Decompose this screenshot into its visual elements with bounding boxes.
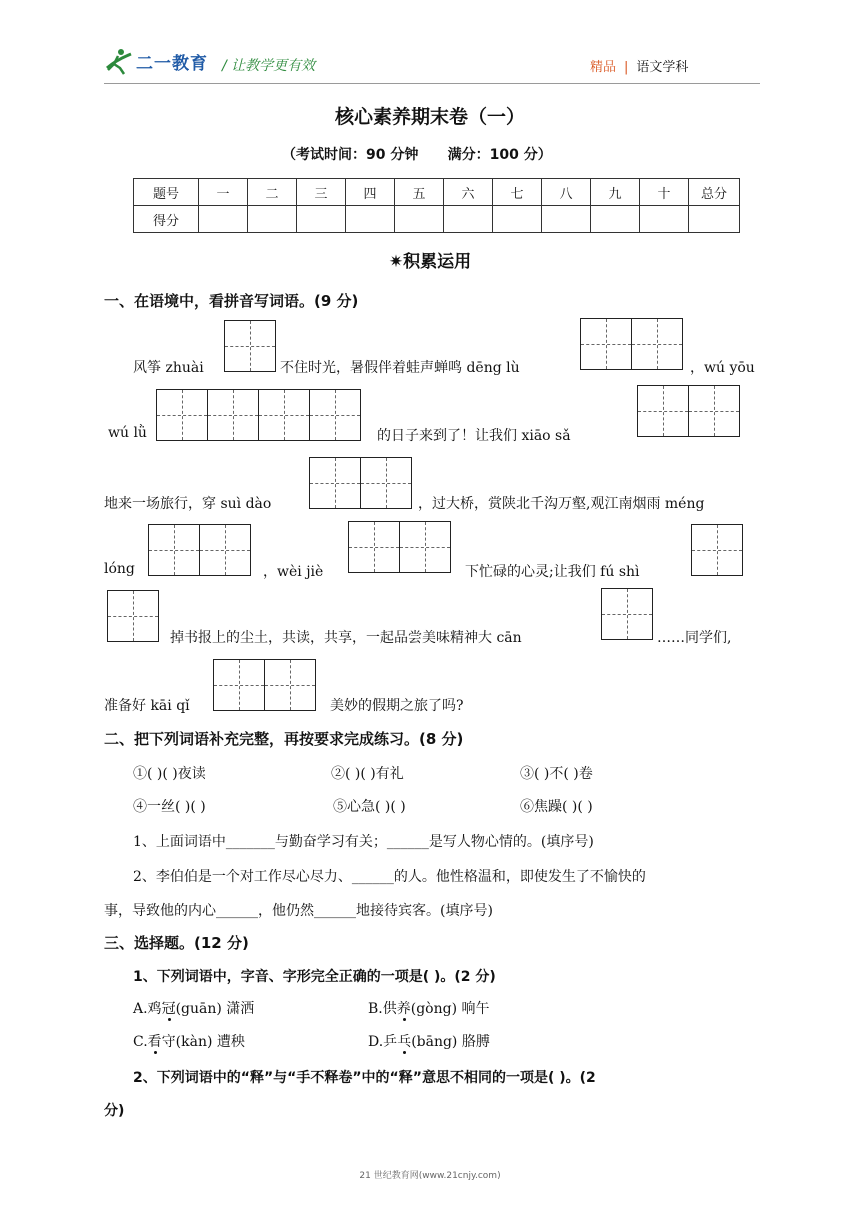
table-cell: 得分 [134,206,199,233]
word-item: ③( )不( )卷 [520,766,593,782]
table-cell: 总分 [689,179,740,206]
section-heading: ✷积累运用 [388,252,472,272]
option-a[interactable]: A.鸡冠(guān) 潇洒 [133,1001,255,1017]
q2-sub-2: 2、李伯伯是一个对工作尽心尽力、______的人。他性格温和，即使发生了不愉快的 [133,869,646,885]
table-cell: 九 [591,179,640,206]
table-cell: 七 [493,179,542,206]
writing-grid[interactable] [691,524,743,576]
option-b[interactable]: B.供养(gòng) 响午 [368,1001,490,1017]
score-cell[interactable] [591,206,640,233]
slogan: / 让教学更有效 [222,58,316,74]
table-cell: 题号 [134,179,199,206]
score-cell[interactable] [395,206,444,233]
writing-grid[interactable] [348,521,451,573]
header-separator: | [624,60,629,75]
page-title: 核心素养期末卷（一） [334,106,525,128]
logo [104,46,208,76]
table-row [134,206,740,233]
word-item: ①( )( )夜读 [133,766,206,782]
table-cell: 二 [248,179,297,206]
writing-grid[interactable] [107,590,159,642]
writing-grid[interactable] [309,457,412,509]
option-c[interactable]: C.看守(kàn) 遭秧 [133,1034,245,1050]
q2-sub-2-cont: 事，导致他的内心______，他仍然______地接待宾客。(填序号) [104,903,493,919]
score-cell[interactable] [444,206,493,233]
header-subject: 语文学科 [636,60,689,75]
word-item: ②( )( )有礼 [331,766,404,782]
option-d[interactable]: D.乒乓(bāng) 胳膊 [368,1034,490,1050]
writing-grid[interactable] [148,524,251,576]
table-cell: 五 [395,179,444,206]
exam-info: （考试时间：90 分钟 满分：100 分） [282,147,552,163]
score-table [133,178,740,233]
word-item: ④一丝( )( ) [133,799,206,815]
table-cell: 一 [199,179,248,206]
writing-grid[interactable] [213,659,316,711]
q1-text: 下忙碌的心灵;让我们 fú shì [465,564,640,580]
q3-sub-2-cont: 分) [104,1103,125,1119]
runner-icon [104,46,134,76]
q1-text: wú lǜ [108,425,147,441]
table-cell: 四 [346,179,395,206]
header-right [590,56,688,75]
q2-sub-1: 1、上面词语中_______与勤奋学习有关；______是写人物心情的。(填序号) [133,834,594,850]
q1-text: lóng [104,561,135,577]
q1-text: 不住时光，暑假伴着蛙声蝉鸣 dēng lù [280,360,520,376]
table-cell: 八 [542,179,591,206]
score-cell[interactable] [199,206,248,233]
header-tag: 精品 [590,60,617,75]
score-cell[interactable] [297,206,346,233]
q1-text: 掉书报上的尘土，共读，共享，一起品尝美味精神大 cān [170,630,522,646]
table-cell: 六 [444,179,493,206]
writing-grid[interactable] [580,318,683,370]
q3-sub-1: 1、下列词语中，字音、字形完全正确的一项是( )。(2 分) [133,969,496,985]
question-2-title: 二、把下列词语补充完整，再按要求完成练习。(8 分) [104,730,464,748]
word-item: ⑤心急( )( ) [333,799,406,815]
q1-text: 风筝 zhuài [133,360,204,376]
table-row [134,179,740,206]
writing-grid[interactable] [156,389,361,441]
score-cell[interactable] [640,206,689,233]
score-cell[interactable] [346,206,395,233]
score-cell[interactable] [542,206,591,233]
question-3-title: 三、选择题。(12 分) [104,934,249,952]
footer: 21 世纪教育网(www.21cnjy.com) [359,1171,501,1181]
score-cell[interactable] [248,206,297,233]
score-cell[interactable] [493,206,542,233]
question-1-title: 一、在语境中，看拼音写词语。(9 分) [104,292,359,310]
logo-text: 二一教育 [136,53,208,74]
score-cell[interactable] [689,206,740,233]
q1-text: ，过大桥，赏陕北千沟万壑,观江南烟雨 méng [418,496,705,512]
q1-text: ，wèi jiè [263,564,324,580]
table-cell: 十 [640,179,689,206]
q1-text: 准备好 kāi qǐ [104,698,190,714]
q3-sub-2: 2、下列词语中的“释”与“手不释卷”中的“释”意思不相同的一项是( )。(2 [133,1070,596,1086]
writing-grid[interactable] [637,385,740,437]
word-item: ⑥焦躁( )( ) [520,799,593,815]
table-cell: 三 [297,179,346,206]
writing-grid[interactable] [224,320,276,372]
q1-text: 美妙的假期之旅了吗? [330,698,464,714]
q1-text: ，wú yōu [690,360,755,376]
q1-text: 地来一场旅行，穿 suì dào [104,496,272,512]
writing-grid[interactable] [601,588,653,640]
q1-text: ……同学们, [657,630,732,646]
header-divider [104,83,760,84]
q1-text: 的日子来到了！让我们 xiāo sǎ [377,428,571,444]
